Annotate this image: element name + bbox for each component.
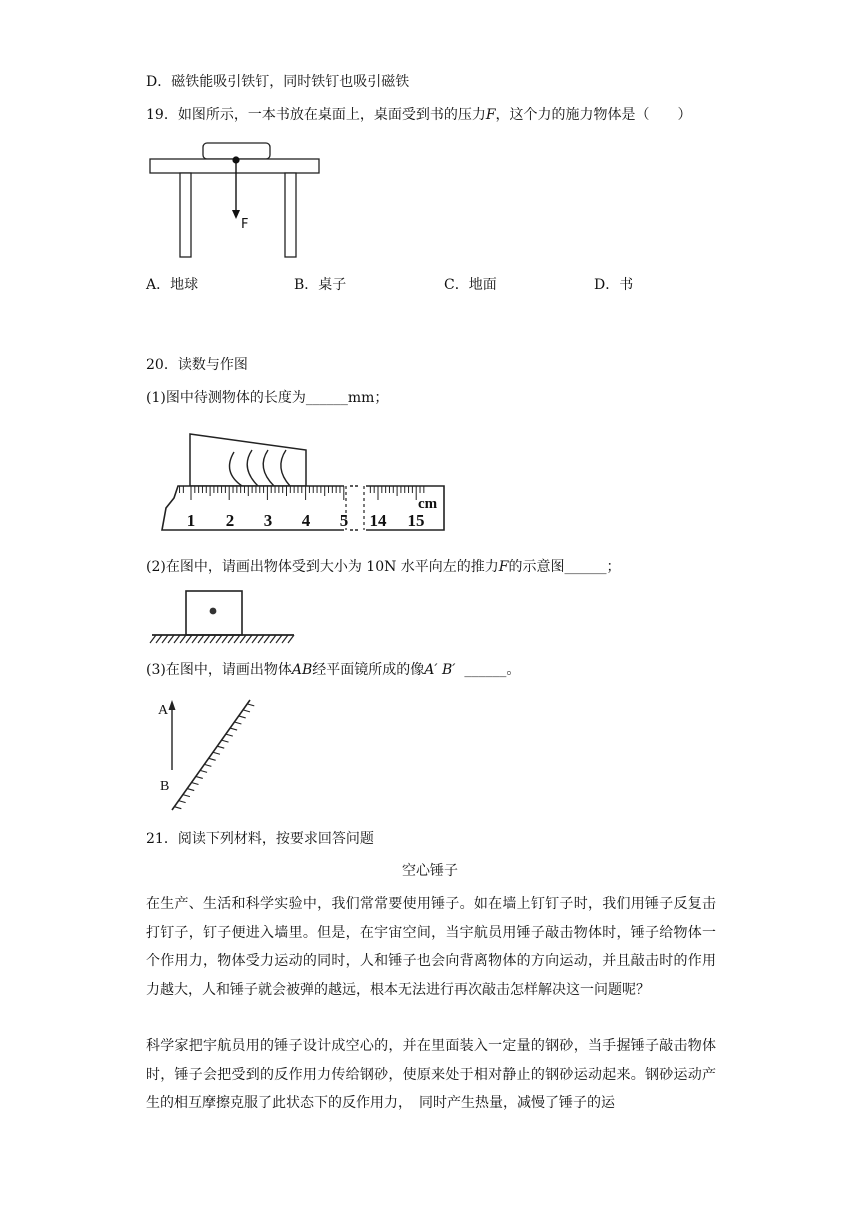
- label-a: A: [158, 703, 169, 718]
- block-center-dot: [210, 608, 217, 615]
- q19-option-c: C．地面: [444, 277, 497, 293]
- q18-option-d: D．磁铁能吸引铁钉，同时铁钉也吸引磁铁: [146, 74, 410, 90]
- article-title: 空心锤子: [402, 863, 458, 879]
- q20-part3-prefix: (3)在图中，请画出物体: [146, 662, 292, 678]
- q20-part2-suffix: 的示意图______；: [508, 559, 621, 575]
- plane-mirror: [172, 700, 250, 810]
- q21-title: 21．阅读下列材料，按要求回答问题: [146, 831, 374, 847]
- q20-part3-image: A′ B′: [424, 662, 456, 678]
- q20-part3-var: AB: [291, 662, 313, 678]
- q20-part2-var: F: [498, 559, 509, 575]
- force-arrow-head: [232, 210, 240, 219]
- q20-part3-mid: 经平面镜所成的像: [312, 662, 425, 678]
- q19-table-figure: [146, 140, 326, 262]
- ruler-label-4: 4: [301, 511, 311, 530]
- q20-ruler-figure: [154, 428, 450, 534]
- force-label: F: [241, 217, 249, 232]
- table-leg-right: [285, 173, 296, 257]
- q20-title: 20．读数与作图: [146, 357, 248, 373]
- q20-part2-prefix: (2)在图中，请画出物体受到大小为 10N 水平向左的推力: [146, 559, 499, 575]
- ruler-label-2: 2: [225, 511, 235, 530]
- label-b: B: [160, 779, 170, 794]
- ruler-label-14: 14: [369, 511, 387, 530]
- q19-stem-prefix: 19．如图所示，一本书放在桌面上，桌面受到书的压力: [146, 107, 486, 123]
- q19-option-d: D．书: [594, 277, 634, 293]
- ruler-unit: cm: [418, 496, 438, 512]
- q20-part3-suffix: ______。: [464, 662, 521, 678]
- q20-mirror-figure: [152, 694, 262, 814]
- article-paragraph-2: 科学家把宇航员用的锤子设计成空心的，并在里面装入一定量的钢砂，当手握锤子敲击物体时，锤子会把受到的反作用力传给钢砂，使原来处于相对静止的钢砂运动起来。钢砂运动产生的相互摩擦克服了此状态下的反作用力， 同时产生热量，减慢了锤子的运: [146, 1038, 716, 1111]
- mirror-hatch: [174, 704, 254, 809]
- q19-stem-var: F: [485, 107, 496, 123]
- table-leg-left: [180, 173, 191, 257]
- ruler-label-3: 3: [263, 511, 273, 530]
- ruler-label-15: 15: [407, 511, 425, 530]
- q20-part2: [146, 557, 621, 577]
- ruler-label-1: 1: [186, 511, 196, 530]
- article-paragraph-1: 在生产、生活和科学实验中，我们常常要使用锤子。如在墙上钉钉子时，我们用锤子反复击打钉子，钉子便进入墙里。但是，在宇宙空间，当宇航员用锤子敲击物体时，锤子给物体一个作用力，物体受力运动的同时，人和锤子也会向背离物体的方向运动，并且敲击时的作用力越大，人和锤子就会被弹的越远，根本无法进行再次敲击怎样解决这一问题呢？: [146, 896, 716, 998]
- q20-part1: (1)图中待测物体的长度为______mm；: [146, 390, 389, 406]
- q19-option-b: B．桌子: [294, 277, 347, 293]
- q20-block-figure: [148, 583, 298, 645]
- ruler-label-5: 5: [339, 511, 349, 530]
- q19-stem: [146, 105, 692, 125]
- q20-part3: [146, 660, 520, 680]
- ground-hatch: [150, 635, 294, 643]
- q19-option-a: A．地球: [146, 277, 199, 293]
- object-ab-arrowhead: [169, 700, 176, 710]
- q19-stem-suffix: ，这个力的施力物体是（ ）: [495, 107, 692, 123]
